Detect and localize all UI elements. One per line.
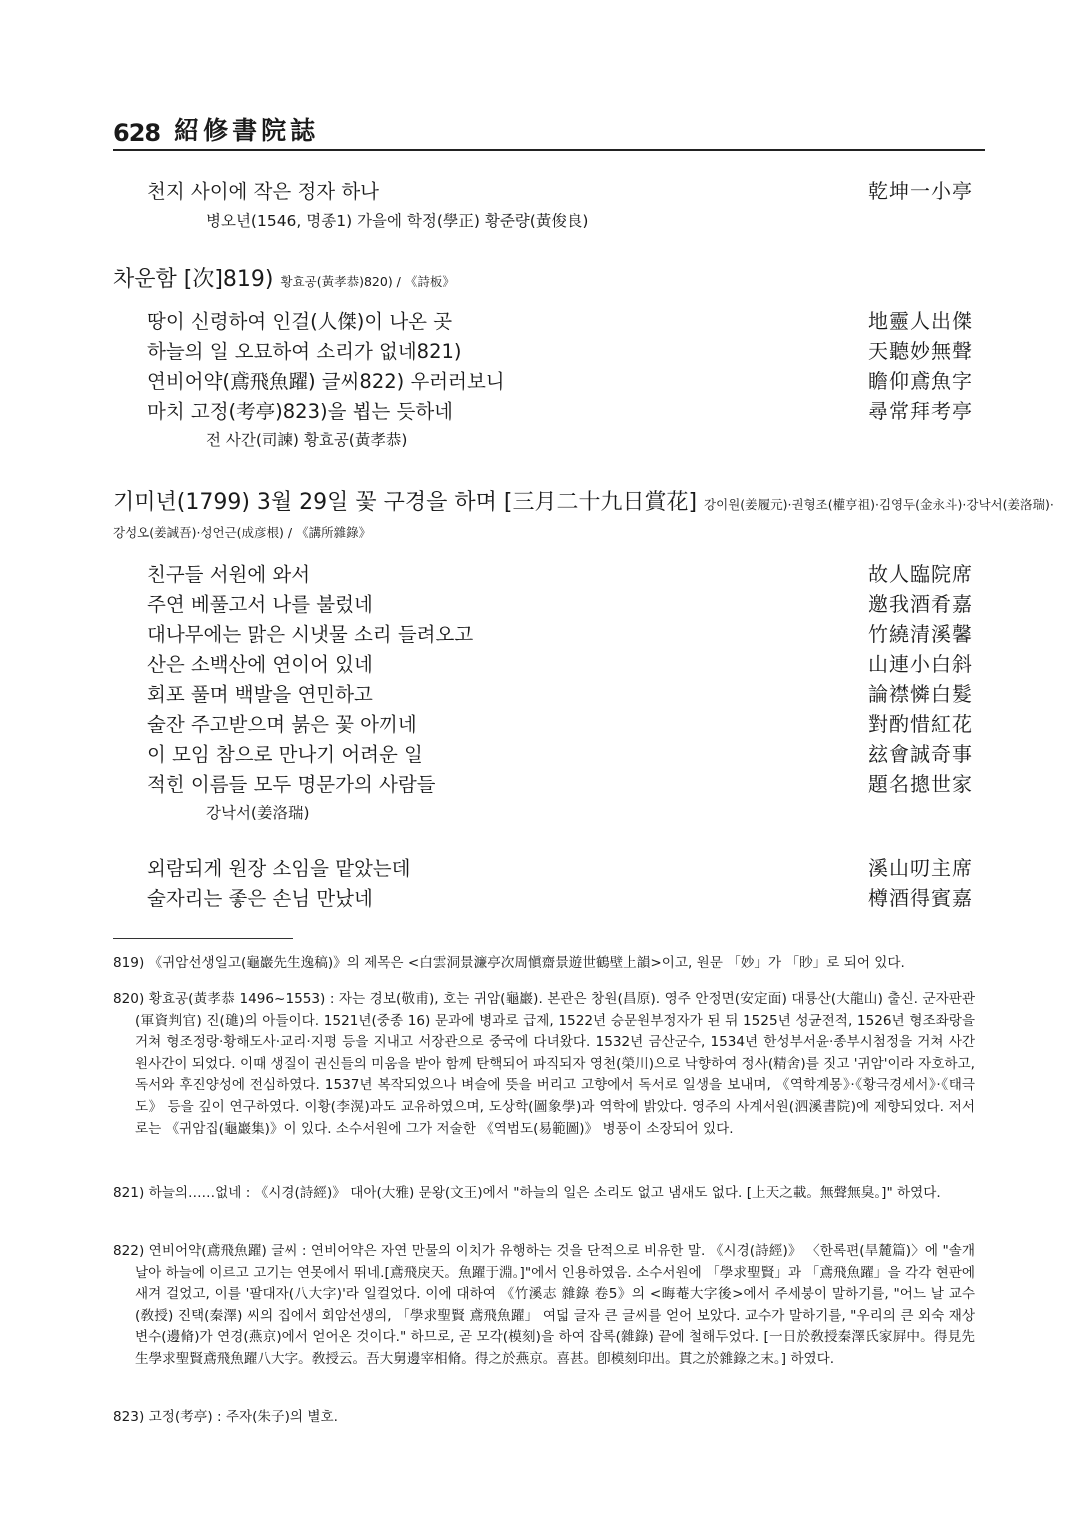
hanja-verse: 玆會誠奇事: [868, 742, 973, 766]
hanja-verse: 山連小白斜: [868, 652, 973, 676]
poem-line: [147, 175, 973, 205]
hanja-verse: 尋常拜考亭: [868, 399, 973, 423]
poem-line: [147, 648, 973, 678]
poem-title-main: 차운함 [次]819): [113, 267, 274, 292]
footnote-819: [113, 953, 975, 975]
poem-title-sub: 강이원(姜履元)·권형조(權亨祖)·김영두(金永斗)·강낙서(姜洛瑞)·: [704, 497, 1054, 512]
poem-line: [147, 768, 973, 798]
korean-verse: 천지 사이에 작은 정자 하나: [147, 180, 380, 203]
hanja-verse: 題名摠世家: [868, 772, 973, 796]
hanja-verse: 瞻仰鳶魚字: [868, 369, 973, 393]
footnote-822: [113, 1241, 975, 1371]
korean-verse: 이 모임 참으로 만나기 어려운 일: [147, 743, 423, 766]
poem-title-main: 기미년(1799) 3월 29일 꽃 구경을 하며 [三月二十九日賞花]: [113, 490, 698, 515]
poem-line: [147, 678, 973, 708]
poem-line: [147, 305, 973, 335]
footnote-823: [113, 1407, 975, 1429]
footnote-text: 821) 하늘의……없네 : 《시경(詩經)》 대아(大雅) 문왕(文王)에서 "하늘의 일은 소리도 없고 냄새도 없다. [上天之載。無聲無臭。]" 하였다.: [113, 1185, 941, 1201]
korean-verse: 마치 고정(考亭)823)을 뵙는 듯하네: [147, 400, 454, 423]
korean-verse: 술자리는 좋은 손님 만났네: [147, 887, 373, 910]
korean-verse: 대나무에는 맑은 시냇물 소리 들려오고: [147, 623, 474, 646]
korean-verse: 적힌 이름들 모두 명문가의 사람들: [147, 773, 436, 796]
poem-line: [147, 618, 973, 648]
korean-verse: 땅이 신령하여 인걸(人傑)이 나온 곳: [147, 310, 453, 333]
korean-verse: 친구들 서원에 와서: [147, 563, 311, 586]
footnote-text: 820) 황효공(黃孝恭 1496~1553) : 자는 경보(敬甫), 호는 귀암(龜巖). 본관은 창원(昌原). 영주 안정면(安定面) 대룡산(大龍山) 출신. 군자판관(軍資判官) 진(璡)의 아들이다. 1521년(중종 16) 문과에 병과로 급제, 1522년 승문원부정자가 된 뒤 1525년 성균전적, 1526년 형조좌랑을 거쳐 형조정랑·황해도사·교리·지평 등을 지내고 서장관으로 중국에 다녀왔다. 1532년 금산군수, 1534년 한성부서윤·종부시첨정을 거쳐 사간원사간이 되었다. 이때 생질이 권신들의 미움을 받아 함께 탄핵되어 파직되자 영천(榮川)으로 낙향하여 정사(精舍)를 짓고 '귀암'이라 자호하고, 독서와 후진양성에 전심하였다. 1537년 복작되었으나 벼슬에 뜻을 버리고 고향에서 독서로 일생을 보내며, 《역학계몽》·《황극경세서》·《태극도》 등을 깊이 연구하였다. 이황(李滉)과도 교유하였으며, 도상학(圖象學)과 역학에 밝았다. 영주의 사계서원(泗溪書院)에 제향되었다. 저서로는 《귀암집(龜巖集)》이 있다. 소수서원에 그가 저술한 《역범도(易範圖)》 병풍이 소장되어 있다.: [113, 991, 975, 1137]
book-title: 紹修書院誌: [174, 116, 320, 145]
hanja-verse: 天聽妙無聲: [868, 339, 973, 363]
hanja-verse: 論襟憐白髮: [868, 682, 973, 706]
hanja-verse: 故人臨院席: [868, 562, 973, 586]
footnote-text: 823) 고정(考亭) : 주자(朱子)의 별호.: [113, 1409, 338, 1425]
poem-title: [113, 485, 1054, 516]
footnote-text: 822) 연비어약(鳶飛魚躍) 글씨 : 연비어약은 자연 만물의 이치가 유행하는 것을 단적으로 비유한 말. 《시경(詩經)》 〈한록편(旱麓篇)〉에 "솔개 날아 하늘에 이르고 고기는 연못에서 뛰네.[鳶飛戾天。魚躍于淵。]"에서 인용하였음. 소수서원에 「學求聖賢」과 「鳶飛魚躍」을 각각 현판에 새겨 걸었고, 이를 '팔대자(八大字)'라 일컬었다. 이에 대하여 《竹溪志 雜錄 卷5》의 <晦菴大字後>에서 주세붕이 말하기를, "어느 날 교수(敎授) 진택(秦澤) 씨의 집에서 회암선생의, 「學求聖賢 鳶飛魚躍」 여덟 글자 큰 글씨를 얻어 보았다. 교수가 말하기를, "우리의 큰 외숙 재상 변수(邊脩)가 연경(燕京)에서 얻어온 것이다." 하므로, 곧 모각(模刻)을 하여 잡록(雜錄) 끝에 철해두었다. [一日於敎授秦澤氏家屛中。得見先生學求聖賢鳶飛魚躍八大字。敎授云。吾大舅邊宰相脩。得之於燕京。喜甚。卽模刻印出。貫之於雜錄之末。] 하였다.: [113, 1243, 975, 1367]
poem-title-sub-continued: 강성오(姜誠吾)·성언근(成彦根) / 《講所雜錄》: [113, 525, 372, 540]
poem-author: 전 사간(司諫) 황효공(黃孝恭): [206, 431, 408, 449]
korean-verse: 술잔 주고받으며 붉은 꽃 아끼네: [147, 713, 417, 736]
poem-line: [147, 738, 973, 768]
poem-line: [147, 558, 973, 588]
hanja-verse: 地靈人出傑: [868, 309, 973, 333]
poem-author: 병오년(1546, 명종1) 가을에 학정(學正) 황준량(黃俊良): [206, 212, 589, 230]
korean-verse: 산은 소백산에 연이어 있네: [147, 653, 373, 676]
poem-line: [147, 852, 973, 882]
hanja-verse: 對酌惜紅花: [868, 712, 973, 736]
korean-verse: 하늘의 일 오묘하여 소리가 없네821): [147, 340, 462, 363]
hanja-verse: 溪山叨主席: [868, 856, 973, 880]
hanja-verse: 邀我酒肴嘉: [868, 592, 973, 616]
hanja-verse: 乾坤一小亭: [868, 179, 973, 203]
poem-title-sub: 황효공(黃孝恭)820) / 《詩板》: [280, 274, 455, 289]
korean-verse: 외람되게 원장 소임을 맡았는데: [147, 857, 411, 880]
poem-line: [147, 882, 973, 912]
poem-author: 강낙서(姜洛瑞): [206, 804, 310, 822]
korean-verse: 주연 베풀고서 나를 불렀네: [147, 593, 373, 616]
running-header: [113, 113, 985, 151]
footnote-divider: [113, 938, 293, 939]
poem-line: [147, 365, 973, 395]
poem-line: [147, 588, 973, 618]
page-number: 628: [113, 119, 161, 147]
footnote-820: [113, 989, 975, 1140]
poem-line: [147, 708, 973, 738]
korean-verse: 회포 풀며 백발을 연민하고: [147, 683, 373, 706]
poem-title: [113, 262, 455, 293]
footnote-821: [113, 1183, 975, 1205]
hanja-verse: 樽酒得賓嘉: [868, 886, 973, 910]
footnote-text: 819) 《귀암선생일고(龜巖先生逸稿)》의 제목은 <白雲洞景濂亭次周愼齋景遊世鶴壁上韻>이고, 원문 「妙」가 「眇」로 되어 있다.: [113, 955, 905, 971]
poem-line: [147, 335, 973, 365]
poem-line: [147, 395, 973, 425]
hanja-verse: 竹繞清溪馨: [868, 622, 973, 646]
korean-verse: 연비어약(鳶飛魚躍) 글씨822) 우러러보니: [147, 370, 505, 393]
